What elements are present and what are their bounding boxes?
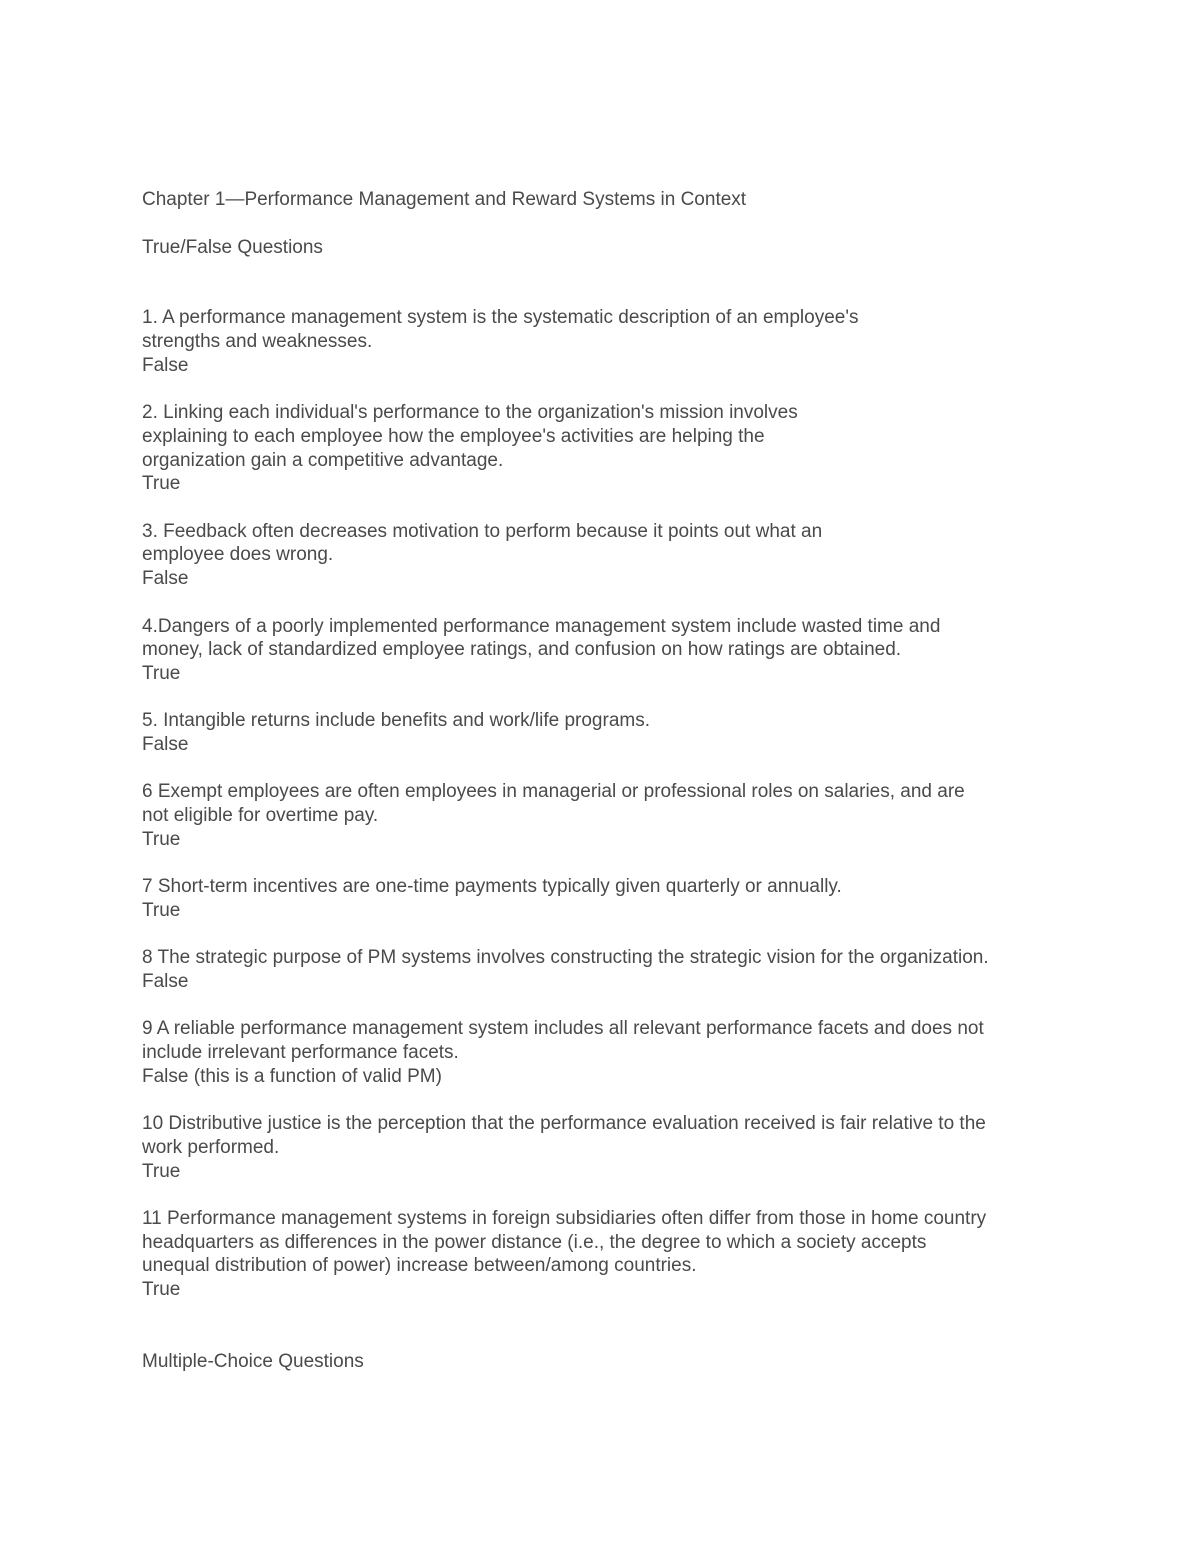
question-text: employee does wrong.: [142, 544, 334, 566]
document-body: [142, 188, 1082, 1373]
question-text: not eligible for overtime pay.: [142, 805, 379, 827]
question-2: [142, 401, 1082, 496]
answer: False: [142, 970, 189, 992]
question-text: work performed.: [142, 1136, 280, 1158]
question-6: [142, 780, 1082, 851]
question-text: unequal distribution of power) increase between/among countries.: [142, 1255, 697, 1277]
multiple-choice-heading: Multiple-Choice Questions: [142, 1350, 364, 1372]
answer: True: [142, 473, 181, 495]
question-4: [142, 615, 1082, 686]
question-11: [142, 1207, 1082, 1302]
answer: False: [142, 568, 189, 590]
question-text: 10 Distributive justice is the perception that the performance evaluation received is fair relative to the: [142, 1113, 986, 1135]
question-3: [142, 520, 1082, 591]
question-text: 3. Feedback often decreases motivation to perform because it points out what an: [142, 520, 823, 542]
question-text: 11 Performance management systems in foreign subsidiaries often differ from those in home country: [142, 1207, 987, 1229]
answer: True: [142, 662, 181, 684]
question-text: 7 Short-term incentives are one-time payments typically given quarterly or annually.: [142, 876, 842, 898]
question-text: 1. A performance management system is the systematic description of an employee's: [142, 307, 859, 329]
answer: True: [142, 1279, 181, 1301]
question-text: explaining to each employee how the employee's activities are helping the: [142, 425, 765, 447]
question-text: organization gain a competitive advantage.: [142, 449, 504, 471]
question-text: 9 A reliable performance management system includes all relevant performance facets and does not: [142, 1018, 984, 1040]
question-8: [142, 946, 1082, 993]
answer: True: [142, 1160, 181, 1182]
question-5: [142, 709, 1082, 756]
true-false-heading: True/False Questions: [142, 236, 323, 258]
question-text: include irrelevant performance facets.: [142, 1042, 459, 1064]
question-text: 4.Dangers of a poorly implemented performance management system include wasted time and: [142, 615, 941, 637]
question-7: [142, 875, 1082, 922]
chapter-title: Chapter 1—Performance Management and Reward Systems in Context: [142, 189, 747, 210]
question-text: strengths and weaknesses.: [142, 331, 373, 353]
answer: False (this is a function of valid PM): [142, 1065, 442, 1087]
question-text: headquarters as differences in the power distance (i.e., the degree to which a society accepts: [142, 1231, 927, 1253]
question-text: 5. Intangible returns include benefits and work/life programs.: [142, 710, 650, 732]
answer: True: [142, 899, 181, 921]
question-text: 8 The strategic purpose of PM systems involves constructing the strategic vision for the organization.: [142, 947, 989, 969]
question-9: [142, 1017, 1082, 1088]
answer: True: [142, 828, 181, 850]
question-1: [142, 306, 1082, 377]
question-text: 2. Linking each individual's performance to the organization's mission involves: [142, 402, 798, 424]
question-text: 6 Exempt employees are often employees in managerial or professional roles on salaries, and are: [142, 781, 965, 803]
answer: False: [142, 354, 189, 376]
question-10: [142, 1112, 1082, 1183]
question-text: money, lack of standardized employee ratings, and confusion on how ratings are obtained.: [142, 639, 902, 661]
answer: False: [142, 734, 189, 755]
